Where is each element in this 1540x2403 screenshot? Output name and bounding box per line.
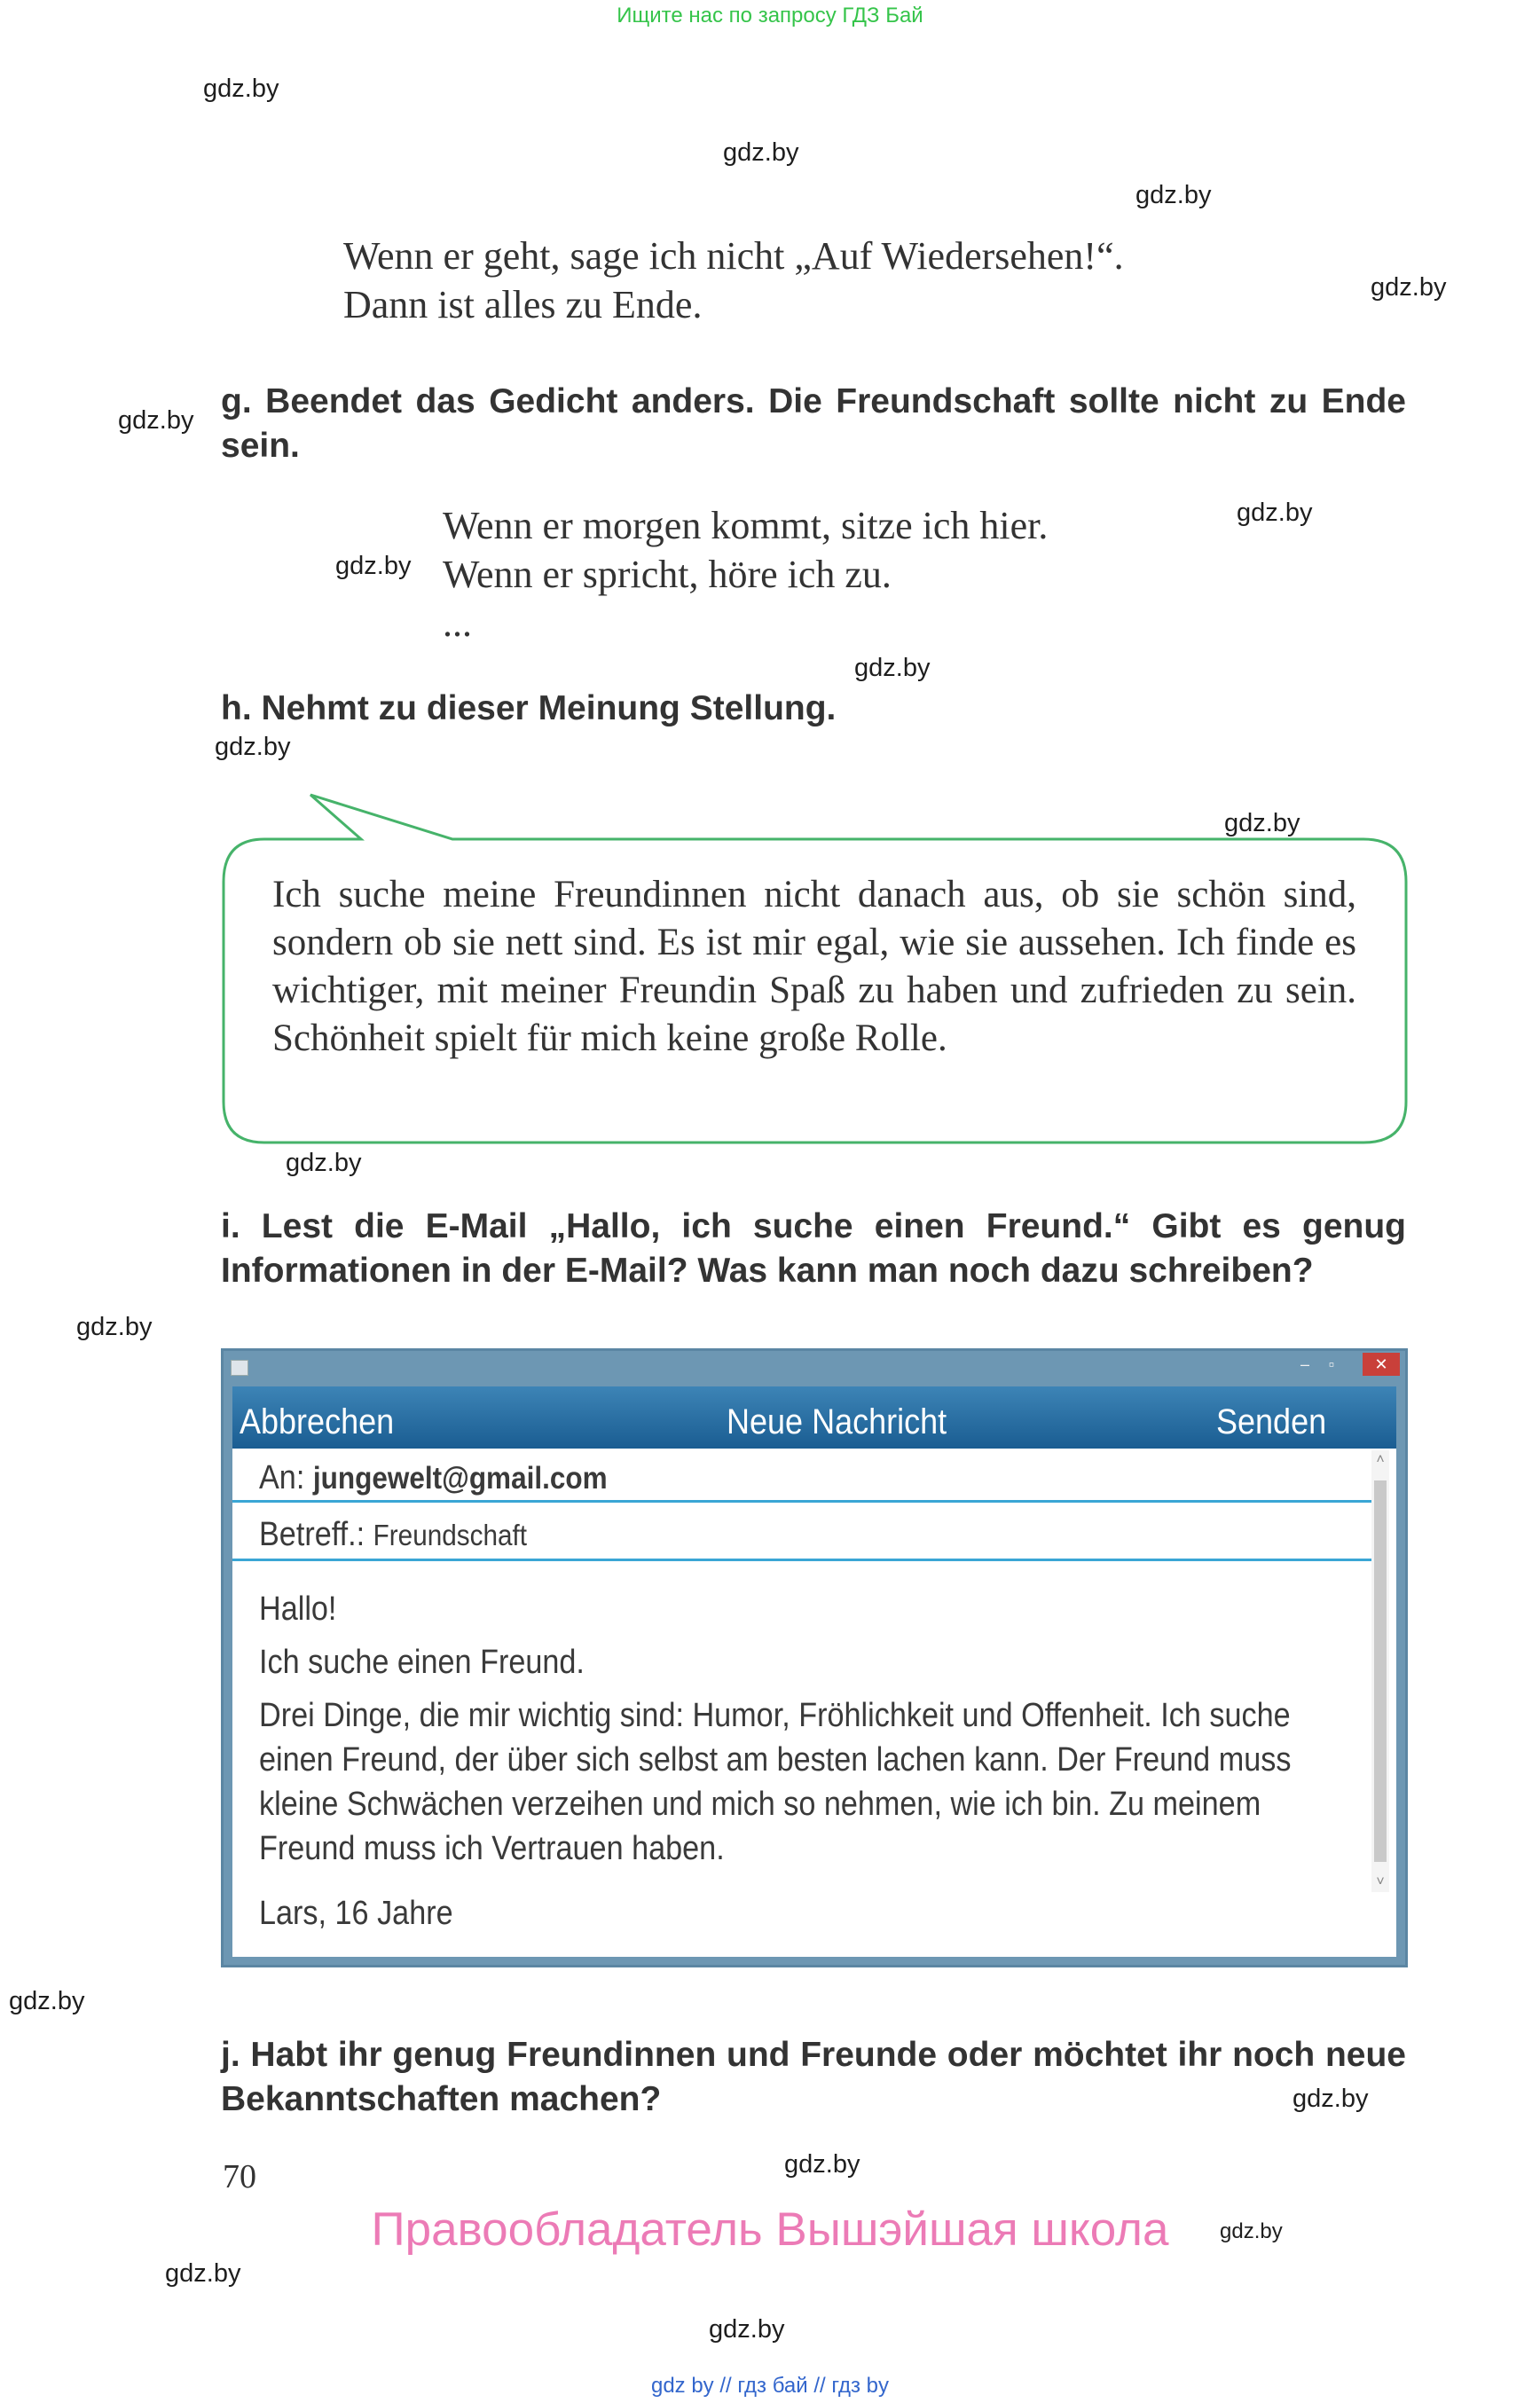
scroll-down-icon[interactable]: ˅	[1376, 1874, 1385, 1889]
top-banner[interactable]: Ищите нас по запросу ГДЗ Бай	[617, 4, 923, 27]
maximize-icon[interactable]: ▫	[1328, 1355, 1335, 1373]
watermark: gdz.by	[1292, 2085, 1369, 2113]
field-divider	[232, 1500, 1376, 1503]
watermark: gdz.by	[1135, 181, 1212, 209]
scroll-up-icon[interactable]: ˄	[1376, 1452, 1385, 1467]
poem-line: ...	[443, 601, 472, 645]
watermark: gdz.by	[1237, 499, 1313, 527]
poem-line: Wenn er morgen kommt, sitze ich hier.	[443, 504, 1049, 547]
copyright-holder: Правообладатель Вышэйшая школа	[371, 2203, 1169, 2256]
poem-line: Wenn er geht, sage ich nicht „Auf Wiedersehen!“.	[343, 234, 1124, 278]
to-label: An:	[259, 1459, 305, 1496]
email-line: Ich suche einen Freund.	[259, 1644, 585, 1681]
watermark: gdz.by	[286, 1149, 362, 1177]
poem-line: Dann ist alles zu Ende.	[343, 283, 703, 326]
task-i: i. Lest die E-Mail „Hallo, ich suche einen Freund.“ Gibt es genug Informationen in der E-Mail? Was kann man noch dazu schreiben?	[221, 1207, 1406, 1290]
task-j: j. Habt ihr genug Freundinnen und Freunde oder möchtet ihr noch neue Bekanntschaften machen?	[221, 2036, 1406, 2118]
email-line: einen Freund, der über sich selbst am besten lachen kann. Der Freund muss	[259, 1741, 1292, 1779]
watermark: gdz.by	[215, 733, 291, 761]
watermark: gdz.by	[118, 406, 194, 435]
scroll-thumb[interactable]	[1374, 1480, 1387, 1862]
watermark: gdz.by	[1220, 2219, 1283, 2243]
subject-field[interactable]	[259, 1516, 527, 1554]
task-g: g. Beendet das Gedicht anders. Die Freundschaft sollte nicht zu Ende sein.	[221, 382, 1406, 465]
to-field[interactable]	[259, 1459, 608, 1497]
watermark: gdz.by	[709, 2315, 785, 2344]
email-line: Freund muss ich Vertrauen haben.	[259, 1830, 725, 1867]
watermark: gdz.by	[203, 75, 279, 103]
subject-label: Betreff.:	[259, 1516, 365, 1553]
task-h: h. Nehmt zu dieser Meinung Stellung.	[221, 689, 837, 727]
email-window	[221, 1348, 1408, 1967]
watermark: gdz.by	[76, 1313, 153, 1341]
poem-line: Wenn er spricht, höre ich zu.	[443, 553, 892, 596]
email-line: kleine Schwächen verzeihen und mich so nehmen, wie ich bin. Zu meinem	[259, 1786, 1261, 1823]
minimize-icon[interactable]: –	[1300, 1355, 1309, 1373]
send-button[interactable]: Senden	[1216, 1402, 1327, 1441]
watermark: gdz.by	[1224, 809, 1300, 837]
email-greeting: Hallo!	[259, 1590, 337, 1628]
opinion-text: Ich suche meine Freundinnen nicht danach aus, ob sie schön sind, sondern ob sie nett sind. Es ist mir egal, wie sie aussehen. Ich finde es wichtiger, mit meiner Freundin Spaß zu haben und zufrieden zu sein. Schönheit spielt für mich keine große Rolle.	[272, 874, 1356, 1059]
field-divider	[232, 1559, 1376, 1561]
page-number: 70	[223, 2158, 256, 2195]
subject-value: Freundschaft	[373, 1519, 527, 1551]
email-line: Drei Dinge, die mir wichtig sind: Humor, Fröhlichkeit und Offenheit. Ich suche	[259, 1697, 1291, 1734]
to-value: jungewelt@gmail.com	[312, 1461, 608, 1496]
email-signature: Lars, 16 Jahre	[259, 1895, 453, 1932]
cancel-button[interactable]: Abbrechen	[240, 1402, 395, 1441]
email-title: Neue Nachricht	[727, 1402, 947, 1441]
scrollbar[interactable]	[1371, 1450, 1389, 1892]
window-titlebar	[224, 1351, 1405, 1385]
watermark: gdz.by	[723, 138, 799, 167]
email-body	[232, 1449, 1396, 1957]
email-header	[232, 1386, 1396, 1449]
footer-links[interactable]: gdz by // гдз бай // гдз by	[650, 2374, 890, 2398]
watermark: gdz.by	[165, 2259, 241, 2288]
watermark: gdz.by	[784, 2150, 860, 2179]
app-icon	[231, 1360, 248, 1376]
watermark: gdz.by	[854, 654, 931, 682]
watermark: gdz.by	[1371, 273, 1447, 302]
close-icon[interactable]: ✕	[1363, 1353, 1400, 1376]
watermark: gdz.by	[335, 552, 412, 580]
watermark: gdz.by	[9, 1987, 85, 2015]
